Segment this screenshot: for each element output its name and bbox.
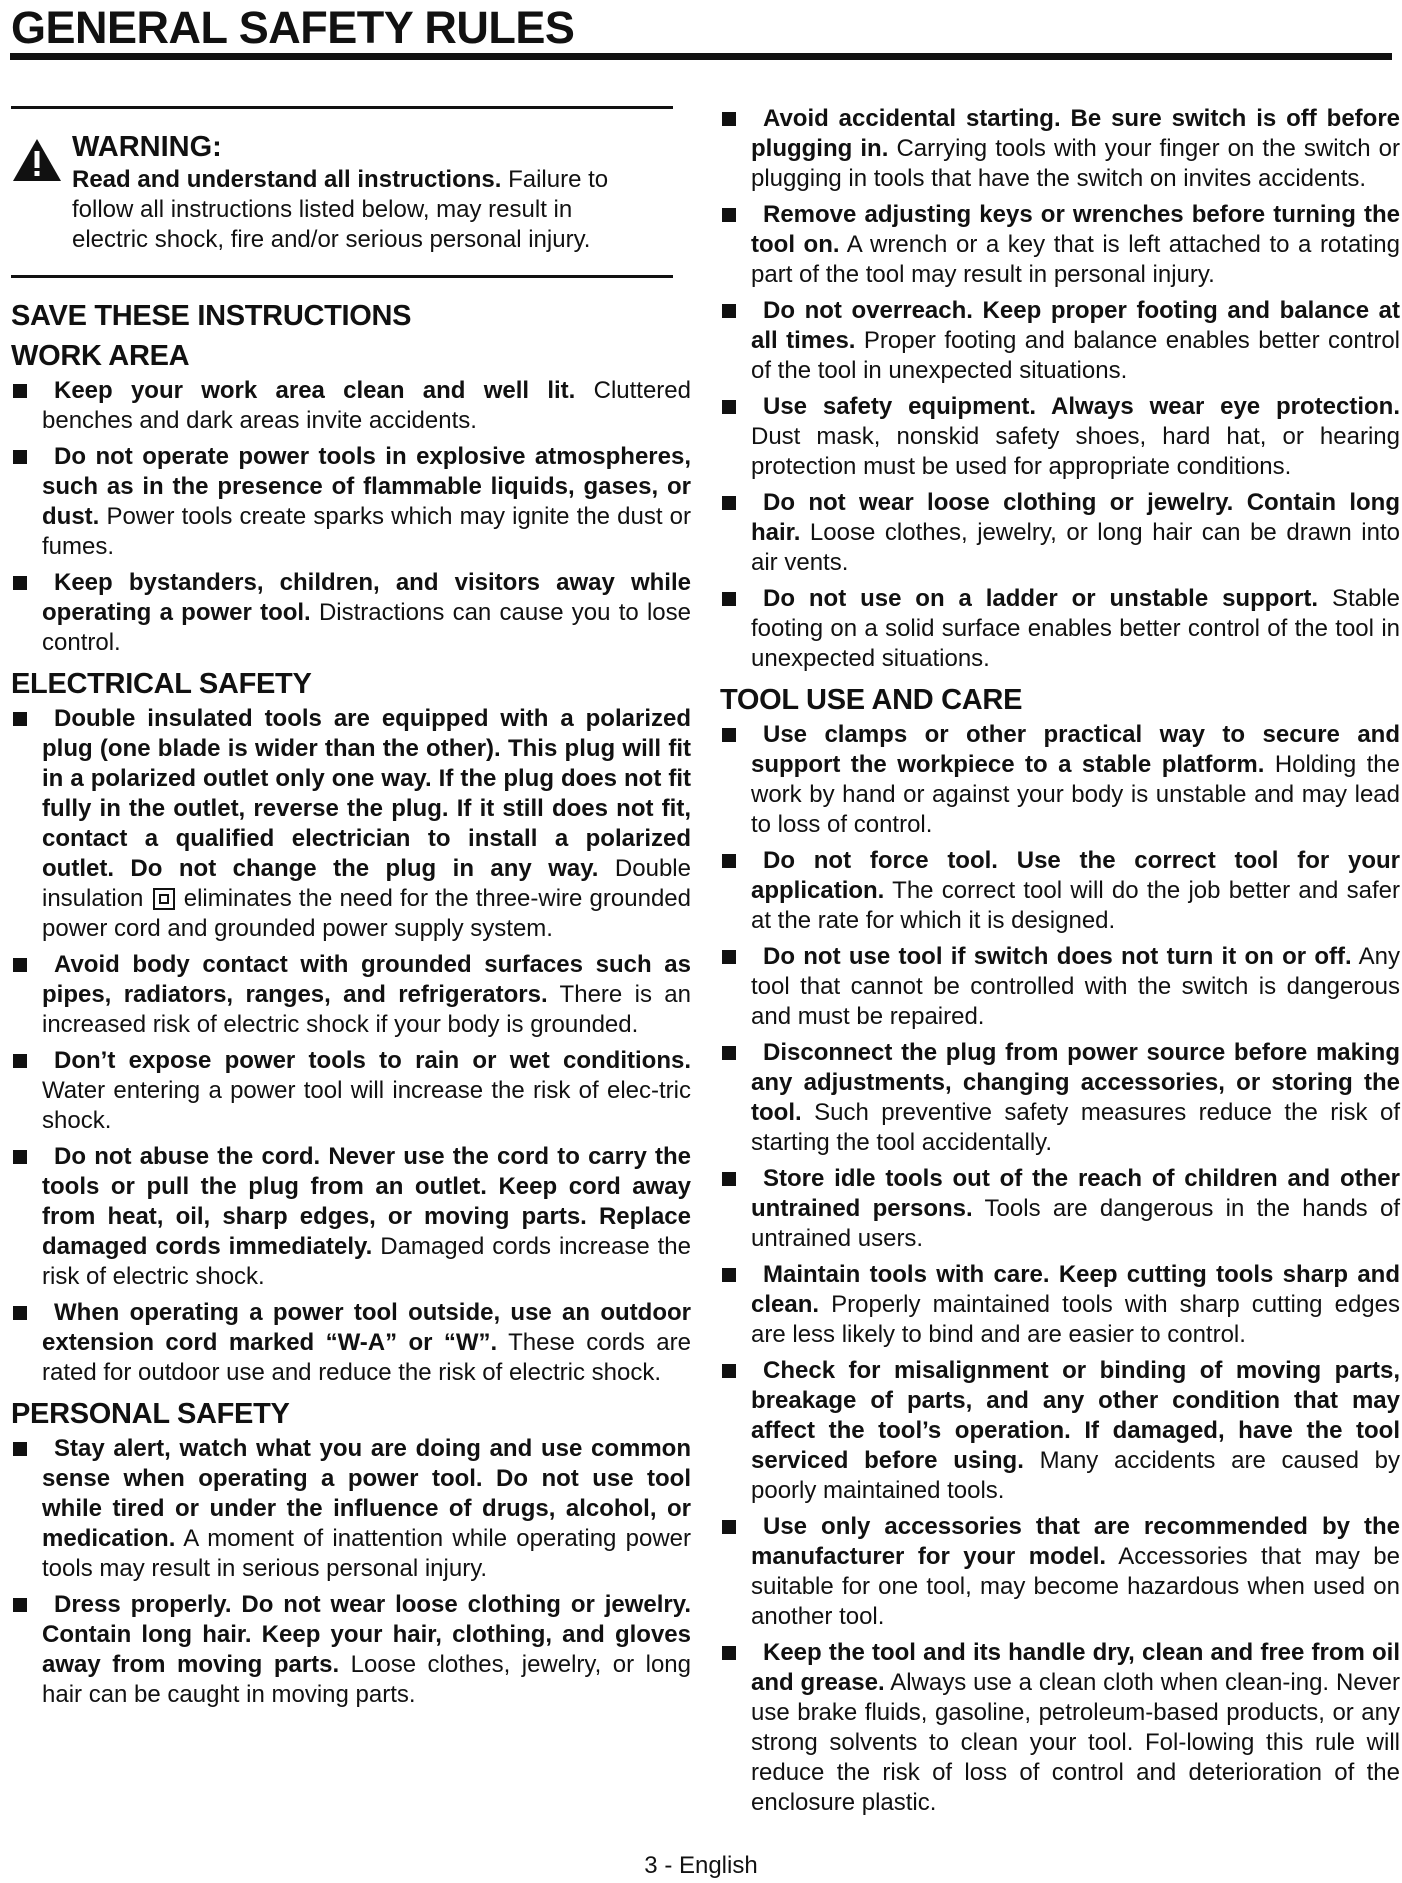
electrical-safety-rules [11,704,691,1388]
rule-item [720,942,1400,1032]
bullet-icon [722,950,736,964]
rule-item [11,950,691,1040]
rule-lead: Do not operate power tools in explosive atmospheres, such as in the presence of flammable liquids, gases, or dust. [42,443,691,530]
rule-lead: Don’t expose power tools to rain or wet conditions. [54,1047,691,1074]
rule-body: These cords are rated for outdoor use and reduce the risk of electric shock. [42,1329,691,1386]
bullet-icon [13,384,27,398]
work-area-rules [11,376,691,658]
rule-lead: Keep your work area clean and well lit. [54,377,576,404]
rule-body: Properly maintained tools with sharp cutting edges are less likely to bind and are easier to control. [751,1291,1400,1348]
bullet-icon [722,1646,736,1660]
warning-text [72,165,642,255]
warning-lead: Read and understand all instructions. [72,166,502,193]
bullet-icon [13,712,27,726]
rule-body: eliminates the need for the three-wire grounded power cord and grounded power supply system. [42,885,691,942]
rule-body: Stable footing on a solid surface enables better control of the tool in unexpected situations. [751,585,1400,672]
warning-body: Failure to follow all instructions listed below, may result in electric shock, fire and/or serious personal injury. [72,166,609,253]
right-column [720,104,1400,1824]
rule-item [11,1298,691,1388]
bullet-icon [722,208,736,222]
rule-lead: Do not overreach. Keep proper footing and balance at all times. [751,297,1400,354]
rule-body: Proper footing and balance enables better control of the tool in unexpected situations. [751,327,1401,384]
rule-item [720,1260,1400,1350]
rule-item [720,1512,1400,1632]
rule-lead: Do not force tool. Use the correct tool for your application. [751,847,1400,904]
bullet-icon [722,1046,736,1060]
rule-lead: Use only accessories that are recommended by the manufacturer for your model. [751,1513,1400,1570]
rule-body: Tools are dangerous in the hands of untrained users. [751,1195,1400,1252]
warning-triangle-icon [11,137,63,183]
tool-use-heading: TOOL USE AND CARE [720,684,1023,716]
warning-box [11,106,673,278]
rule-body: Cluttered benches and dark areas invite accidents. [42,377,691,434]
rule-item [11,1046,691,1136]
bullet-icon [13,1054,27,1068]
rule-body: Double insulation [42,855,691,912]
tool-use-rules [720,720,1400,1818]
bullet-icon [722,592,736,606]
rule-body: Accessories that may be suitable for one tool, may become hazardous when used on another tool. [751,1543,1400,1630]
personal-safety-rules-left [11,1434,691,1710]
rule-item [11,704,691,944]
rule-item [720,720,1400,840]
rule-item [720,104,1400,194]
rule-body: Such preventive safety measures reduce the risk of starting the tool accidentally. [751,1099,1400,1156]
rule-body: Dust mask, nonskid safety shoes, hard hat, or hearing protection must be used for appropriate conditions. [751,423,1400,480]
rule-body: Always use a clean cloth when clean-ing. Never use brake fluids, gasoline, petroleum-based products, or any strong solvents to clean your tool. Fol-lowing this rule will reduce the risk of loss of control and deterioration of the enclosure plastic. [751,1669,1400,1816]
rule-body: There is an increased risk of electric shock if your body is grounded. [42,981,692,1038]
rule-item [720,392,1400,482]
rule-item [720,846,1400,936]
bullet-icon [13,1306,27,1320]
rule-body: Damaged cords increase the risk of electric shock. [42,1233,691,1290]
rule-item [11,1434,691,1584]
rule-body: A wrench or a key that is left attached to a rotating part of the tool may result in personal injury. [751,231,1400,288]
electrical-safety-heading: ELECTRICAL SAFETY [11,668,312,700]
title-rule [10,53,1392,60]
rule-lead: Use clamps or other practical way to secure and support the workpiece to a stable platform. [751,721,1400,778]
rule-item [720,296,1400,386]
bullet-icon [722,400,736,414]
rule-lead: Avoid accidental starting. Be sure switch is off before plugging in. [751,105,1400,162]
bullet-icon [722,854,736,868]
left-column [11,100,691,1716]
rule-lead: When operating a power tool outside, use an outdoor extension cord marked “W-A” or “W”. [42,1299,691,1356]
personal-safety-heading: PERSONAL SAFETY [11,1398,290,1430]
rule-lead: Disconnect the plug from power source before making any adjustments, changing accessories, or storing the tool. [751,1039,1400,1126]
page-footer: 3 - English [644,1852,758,1879]
save-instructions-heading: SAVE THESE INSTRUCTIONS [11,300,412,332]
rule-body: Power tools create sparks which may ignite the dust or fumes. [42,503,691,560]
rule-lead: Stay alert, watch what you are doing and use common sense when operating a power tool. Do not use tool while tired or under the influence of drugs, alcohol, or medication. [42,1435,691,1552]
bullet-icon [722,728,736,742]
rule-lead: Do not abuse the cord. Never use the cord to carry the tools or pull the plug from an outlet. Keep cord away from heat, oil, sharp edges, or moving parts. Replace damaged cords immediately. [42,1143,691,1260]
rule-body: A moment of inattention while operating power tools may result in serious personal injury. [42,1525,691,1582]
rule-lead: Store idle tools out of the reach of children and other untrained persons. [751,1165,1400,1222]
rule-item [720,1038,1400,1158]
rule-item [720,200,1400,290]
rule-body: Holding the work by hand or against your body is unstable and may lead to loss of control. [751,751,1400,838]
bullet-icon [722,1364,736,1378]
rule-body: Carrying tools with your finger on the switch or plugging in tools that have the switch on invites accidents. [751,135,1400,192]
personal-safety-rules-right [720,104,1400,674]
rule-lead: Avoid body contact with grounded surfaces such as pipes, radiators, ranges, and refrigerators. [42,951,691,1008]
rule-item [720,1356,1400,1506]
bullet-icon [722,1268,736,1282]
rule-lead: Do not wear loose clothing or jewelry. Contain long hair. [751,489,1400,546]
rule-item [11,376,691,436]
rule-lead: Dress properly. Do not wear loose clothing or jewelry. Contain long hair. Keep your hair, clothing, and gloves away from moving parts. [42,1591,691,1678]
work-area-heading: WORK AREA [11,340,190,372]
bullet-icon [13,450,27,464]
rule-lead: Keep bystanders, children, and visitors away while operating a power tool. [42,569,691,626]
rule-lead: Double insulated tools are equipped with a polarized plug (one blade is wider than the other). This plug will fit in a polarized outlet only one way. If the plug does not fit fully in the outlet, reverse the plug. If it still does not fit, contact a qualified electrician to install a polarized outlet. Do not change the plug in any way. [42,705,691,882]
bullet-icon [722,496,736,510]
rule-lead: Check for misalignment or binding of moving parts, breakage of parts, and any other condition that may affect the tool’s operation. If damaged, have the tool serviced before using. [751,1357,1400,1474]
bullet-icon [13,1442,27,1456]
rule-item [11,1590,691,1710]
rule-lead: Keep the tool and its handle dry, clean and free from oil and grease. [751,1639,1400,1696]
rule-body: Loose clothes, jewelry, or long hair can be drawn into air vents. [751,519,1400,576]
warning-heading: WARNING: [72,131,222,163]
rule-lead: Do not use on a ladder or unstable support. [763,585,1319,612]
rule-item [11,1142,691,1292]
rule-item [720,584,1400,674]
rule-body: Any tool that cannot be controlled with the switch is dangerous and must be repaired. [751,943,1401,1030]
rule-lead: Do not use tool if switch does not turn it on or off. [763,943,1352,970]
double-insulation-icon [153,888,175,910]
bullet-icon [722,1520,736,1534]
bullet-icon [722,304,736,318]
bullet-icon [722,112,736,126]
rule-body: Water entering a power tool will increase the risk of elec-tric shock. [42,1077,691,1134]
rule-item [11,442,691,562]
bullet-icon [13,1150,27,1164]
rule-body: Distractions can cause you to lose control. [42,599,692,656]
bullet-icon [13,576,27,590]
rule-lead: Remove adjusting keys or wrenches before turning the tool on. [751,201,1400,258]
rule-item [11,568,691,658]
rule-lead: Maintain tools with care. Keep cutting tools sharp and clean. [751,1261,1400,1318]
rule-body: Loose clothes, jewelry, or long hair can be caught in moving parts. [42,1651,691,1708]
bullet-icon [722,1172,736,1186]
rule-item [720,488,1400,578]
rule-body: The correct tool will do the job better and safer at the rate for which it is designed. [751,877,1400,934]
rule-item [720,1638,1400,1818]
rule-item [720,1164,1400,1254]
rule-lead: Use safety equipment. Always wear eye protection. [763,393,1400,420]
bullet-icon [13,1598,27,1612]
bullet-icon [13,958,27,972]
rule-body: Many accidents are caused by poorly maintained tools. [751,1447,1400,1504]
page-title: GENERAL SAFETY RULES [11,2,575,53]
